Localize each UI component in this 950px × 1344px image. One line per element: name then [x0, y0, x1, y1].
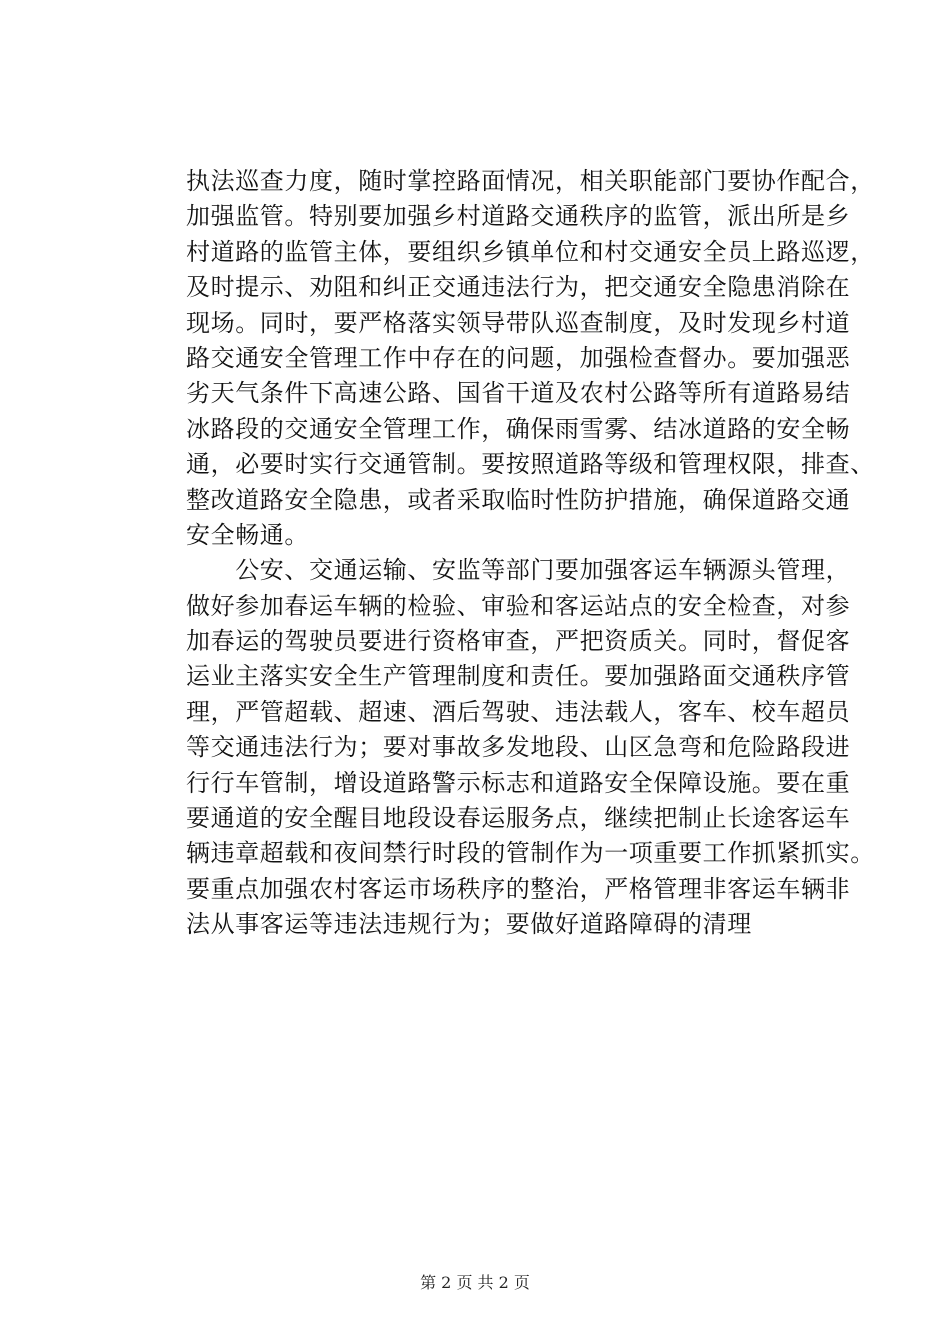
text-line: 辆违章超载和夜间禁行时段的管制作为一项重要工作抓紧抓实。	[186, 839, 875, 868]
text-line: 行行车管制，增设道路警示标志和道路安全保障设施。要在重	[186, 768, 851, 797]
text-line: 及时提示、劝阻和纠正交通违法行为，把交通安全隐患消除在	[186, 273, 851, 302]
page-number-footer: 第 2 页 共 2 页	[420, 1273, 530, 1292]
text-line: 要重点加强农村客运市场秩序的整治，严格管理非客运车辆非	[186, 874, 851, 903]
text-line: 冰路段的交通安全管理工作，确保雨雪雾、结冰道路的安全畅	[186, 414, 851, 443]
text-line: 运业主落实安全生产管理制度和责任。要加强路面交通秩序管	[186, 662, 851, 691]
text-line: 路交通安全管理工作中存在的问题，加强检查督办。要加强恶	[186, 343, 851, 372]
text-line: 要通道的安全醒目地段设春运服务点，继续把制止长途客运车	[186, 804, 851, 833]
text-line: 通，必要时实行交通管制。要按照道路等级和管理权限，排查、	[186, 450, 875, 479]
text-line: 等交通违法行为；要对事故多发地段、山区急弯和危险路段进	[186, 733, 851, 762]
text-line: 公安、交通运输、安监等部门要加强客运车辆源头管理，	[186, 556, 851, 585]
text-line: 加强监管。特别要加强乡村道路交通秩序的监管，派出所是乡	[186, 202, 851, 231]
text-line: 整改道路安全隐患，或者采取临时性防护措施，确保道路交通	[186, 485, 851, 514]
text-line: 执法巡查力度，随时掌控路面情况，相关职能部门要协作配合，	[186, 167, 875, 195]
text-line: 理，严管超载、超速、酒后驾驶、违法载人，客车、校车超员	[186, 697, 851, 726]
text-line: 加春运的驾驶员要进行资格审查，严把资质关。同时，督促客	[186, 627, 851, 656]
text-line: 村道路的监管主体，要组织乡镇单位和村交通安全员上路巡逻，	[186, 237, 875, 266]
text-line: 法从事客运等违法违规行为；要做好道路障碍的清理	[186, 910, 752, 939]
text-line: 现场。同时，要严格落实领导带队巡查制度，及时发现乡村道	[186, 308, 851, 337]
text-line: 安全畅通。	[186, 520, 309, 549]
text-line: 做好参加春运车辆的检验、审验和客运站点的安全检查，对参	[186, 591, 851, 620]
body-text	[186, 164, 875, 943]
text-line: 劣天气条件下高速公路、国省干道及农村公路等所有道路易结	[186, 379, 851, 408]
